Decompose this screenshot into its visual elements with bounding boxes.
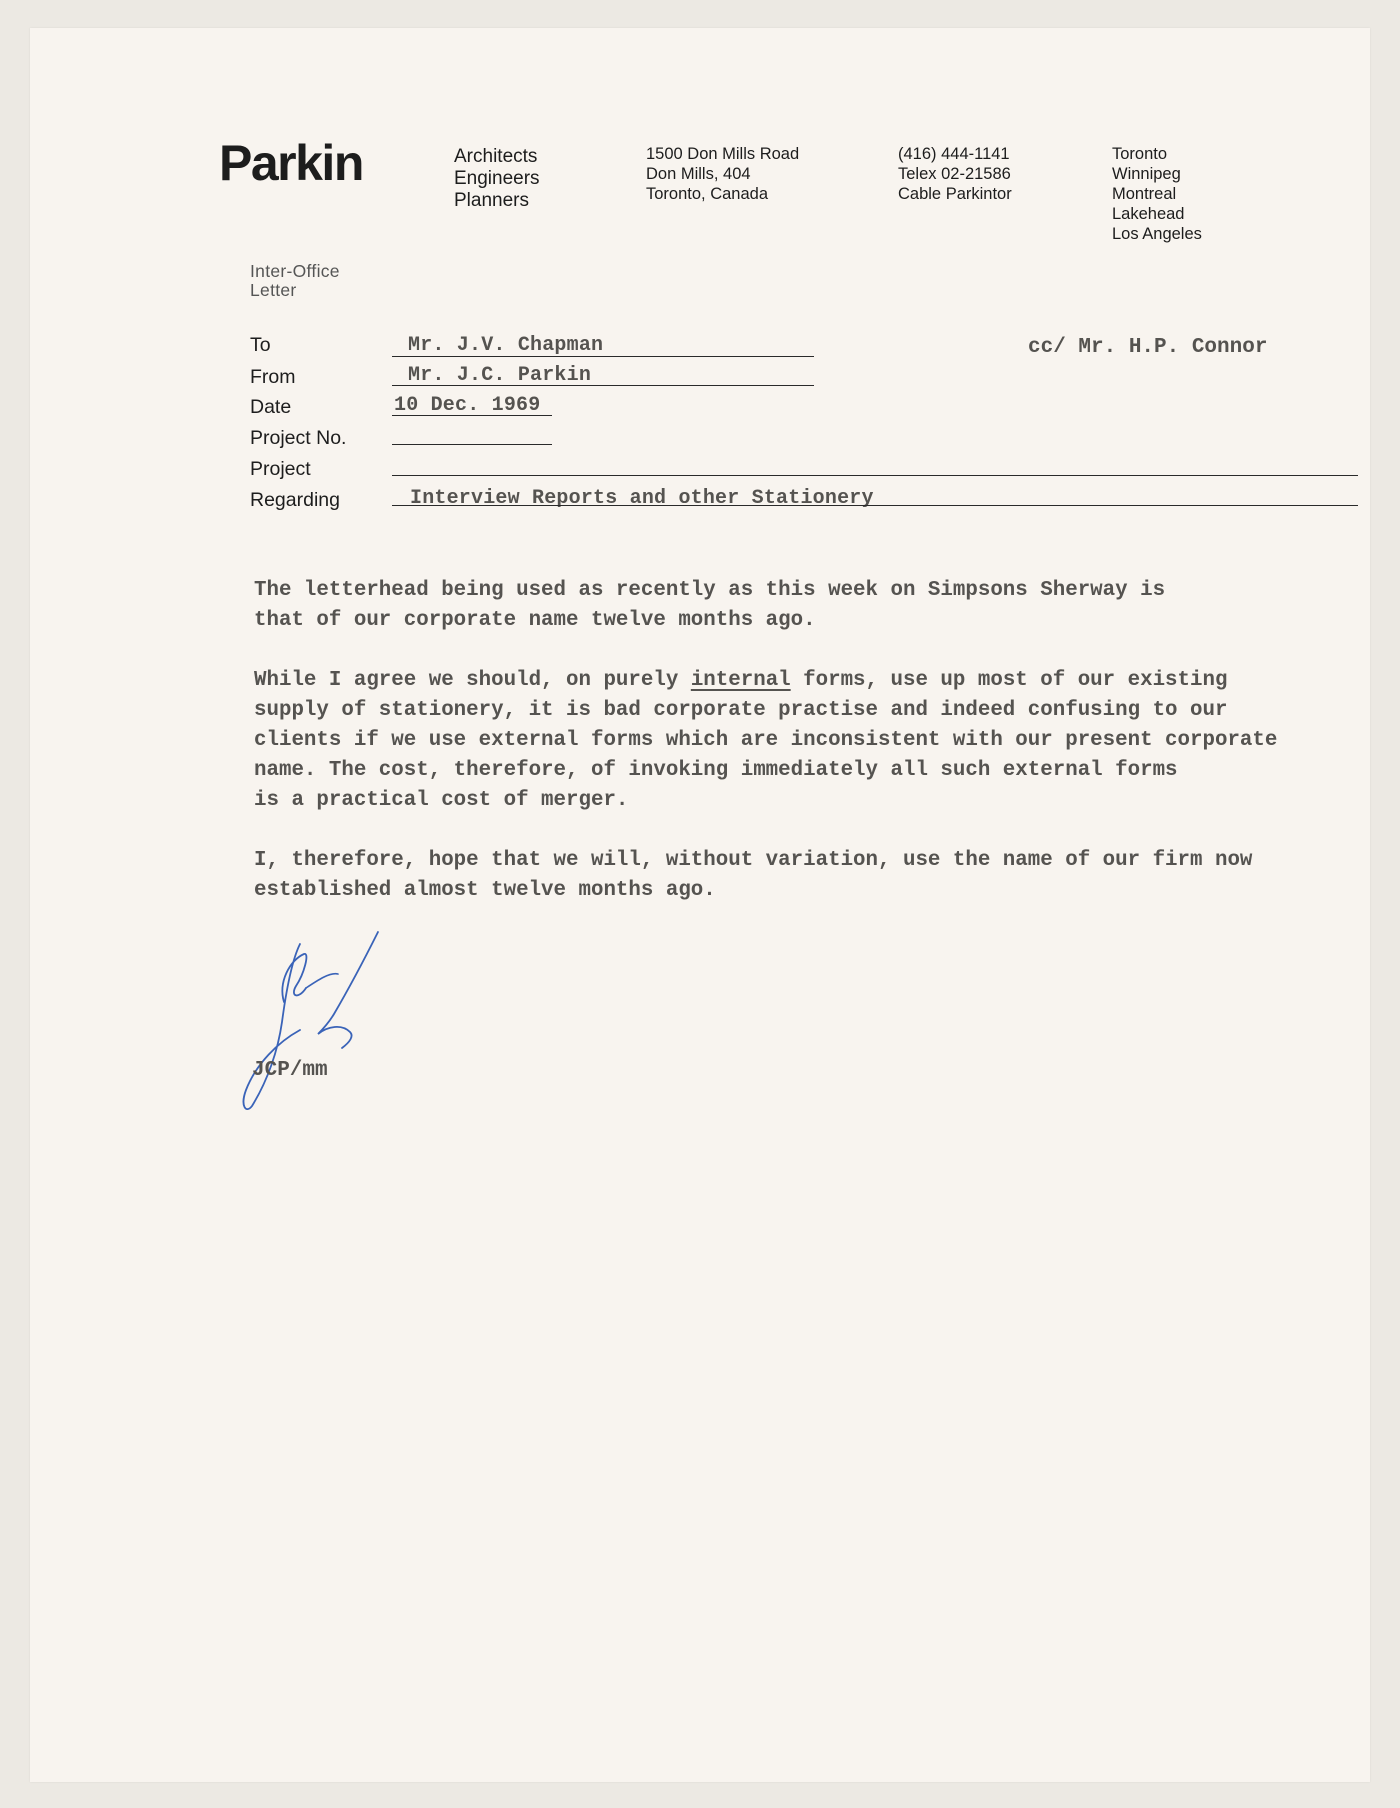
body-paragraph-2: While I agree we should, on purely internal forms, use up most of our existing supply of stationery, it is bad corporate practise and indeed confusing to our clients if we use external forms which are inconsistent with our present corporate name. The cost, therefore, of invoking immediately all such external forms is a practical cost of merger. — [254, 669, 1278, 812]
project-line — [392, 475, 1358, 476]
to-value: Mr. J.V. Chapman — [408, 334, 604, 357]
city-line: Montreal — [1112, 185, 1177, 203]
letterhead-services — [454, 146, 540, 212]
contact-line: Cable Parkintor — [898, 185, 1012, 203]
from-label: From — [250, 366, 296, 388]
city-line: Los Angeles — [1112, 225, 1202, 243]
project-no-line — [392, 444, 552, 445]
document-type-label: Inter-Office Letter — [250, 261, 340, 300]
letterhead-cities — [1112, 144, 1202, 244]
regarding-value: Interview Reports and other Stationery — [410, 487, 874, 510]
from-value: Mr. J.C. Parkin — [408, 364, 592, 387]
regarding-label: Regarding — [250, 489, 340, 511]
service-line: Architects — [454, 146, 538, 167]
address-line: 1500 Don Mills Road — [646, 145, 800, 163]
to-line — [392, 356, 814, 357]
letter-page — [30, 28, 1370, 1782]
date-label: Date — [250, 396, 292, 418]
service-line: Planners — [454, 190, 529, 211]
city-line: Lakehead — [1112, 205, 1185, 223]
body-paragraph-1: The letterhead being used as recently as this week on Simpsons Sherway is that of our corporate name twelve months ago. — [254, 579, 1166, 632]
contact-line: (416) 444-1141 — [898, 145, 1010, 163]
letterhead-address — [646, 144, 799, 204]
regarding-line — [392, 505, 1358, 506]
contact-line: Telex 02-21586 — [898, 165, 1011, 183]
handwritten-signature-icon — [238, 930, 388, 1112]
to-label: To — [250, 334, 271, 356]
company-logo-text: Parkin — [219, 135, 363, 191]
date-line — [392, 415, 552, 416]
project-label: Project — [250, 458, 311, 480]
body-paragraph-3: I, therefore, hope that we will, without variation, use the name of our firm now established almost twelve months ago. — [254, 849, 1253, 902]
address-line: Don Mills, 404 — [646, 165, 751, 183]
underlined-word: internal — [690, 669, 791, 692]
address-line: Toronto, Canada — [646, 185, 769, 203]
city-line: Winnipeg — [1112, 165, 1181, 183]
city-line: Toronto — [1112, 145, 1168, 163]
letterhead-contact — [898, 144, 1012, 204]
service-line: Engineers — [454, 168, 540, 189]
from-line — [392, 385, 814, 386]
typist-initials: JCP/mm — [252, 1059, 328, 1082]
project-no-label: Project No. — [250, 427, 347, 449]
date-value: 10 Dec. 1969 — [394, 394, 541, 417]
cc-recipient: cc/ Mr. H.P. Connor — [1028, 336, 1268, 359]
